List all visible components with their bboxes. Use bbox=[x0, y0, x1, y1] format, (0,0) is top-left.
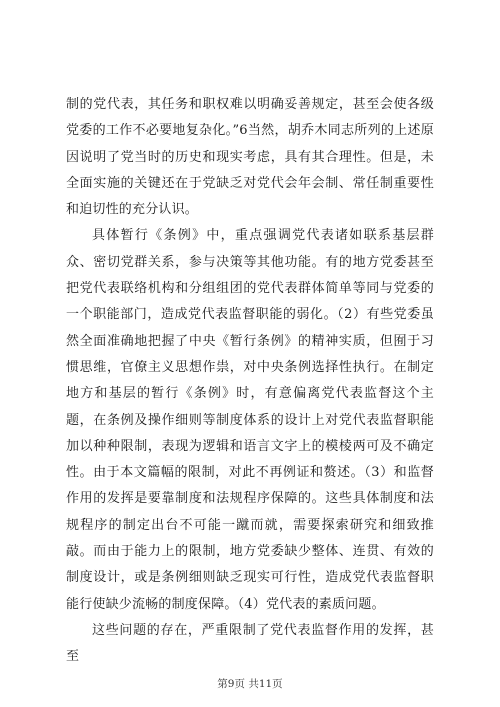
paragraph-body: 具体暂行《条例》中，重点强调党代表诸如联系基层群众、密切党群关系，参与决策等其他功能。有的地方党委甚至把党代表联络机构和分组组团的党代表群体简单等同与党委的一个职能部门，造成党代表监督职能的弱化。（2）有些党委虽然全面准确地把握了中央《暂行条例》的精神实质，但囿于习惯思维，官僚主义思想作祟，对中央条例选择性执行。在制定地方和基层的暂行《条例》时，有意偏离党代表监督这个主题，在条例及操作细则等制度体系的设计上对党代表监督职能加以种种限制，表现为逻辑和语言文字上的模棱两可及不确定性。由于本文篇幅的限制，对此不再例证和赘述。（3）和监督作用的发挥是要靠制度和法规程序保障的。这些具体制度和法规程序的制定出台不可能一蹴而就，需要探索研究和细致推敲。而由于能力上的限制，地方党委缺少整体、连贯、有效的制度设计，或是条例细则缺乏现实可行性，造成党代表监督职能行使缺少流畅的制度保障。（4）党代表的素质问题。 bbox=[66, 228, 434, 612]
page-number-footer: 第9页 共11页 bbox=[217, 678, 283, 690]
paragraph-closing: 这些问题的存在，严重限制了党代表监督作用的发挥，甚至 bbox=[66, 622, 434, 665]
paragraph-continuation: 制的党代表，其任务和职权难以明确妥善规定，甚至会使各级党委的工作不必要地复杂化。”6当然，胡乔木同志所列的上述原因说明了党当时的历史和现实考虑，具有其合理性。但是，未全面实施的关键还在于党缺乏对党代会年会制、常任制重要性和迫切性的充分认识。 bbox=[66, 97, 434, 218]
document-body bbox=[66, 92, 434, 671]
